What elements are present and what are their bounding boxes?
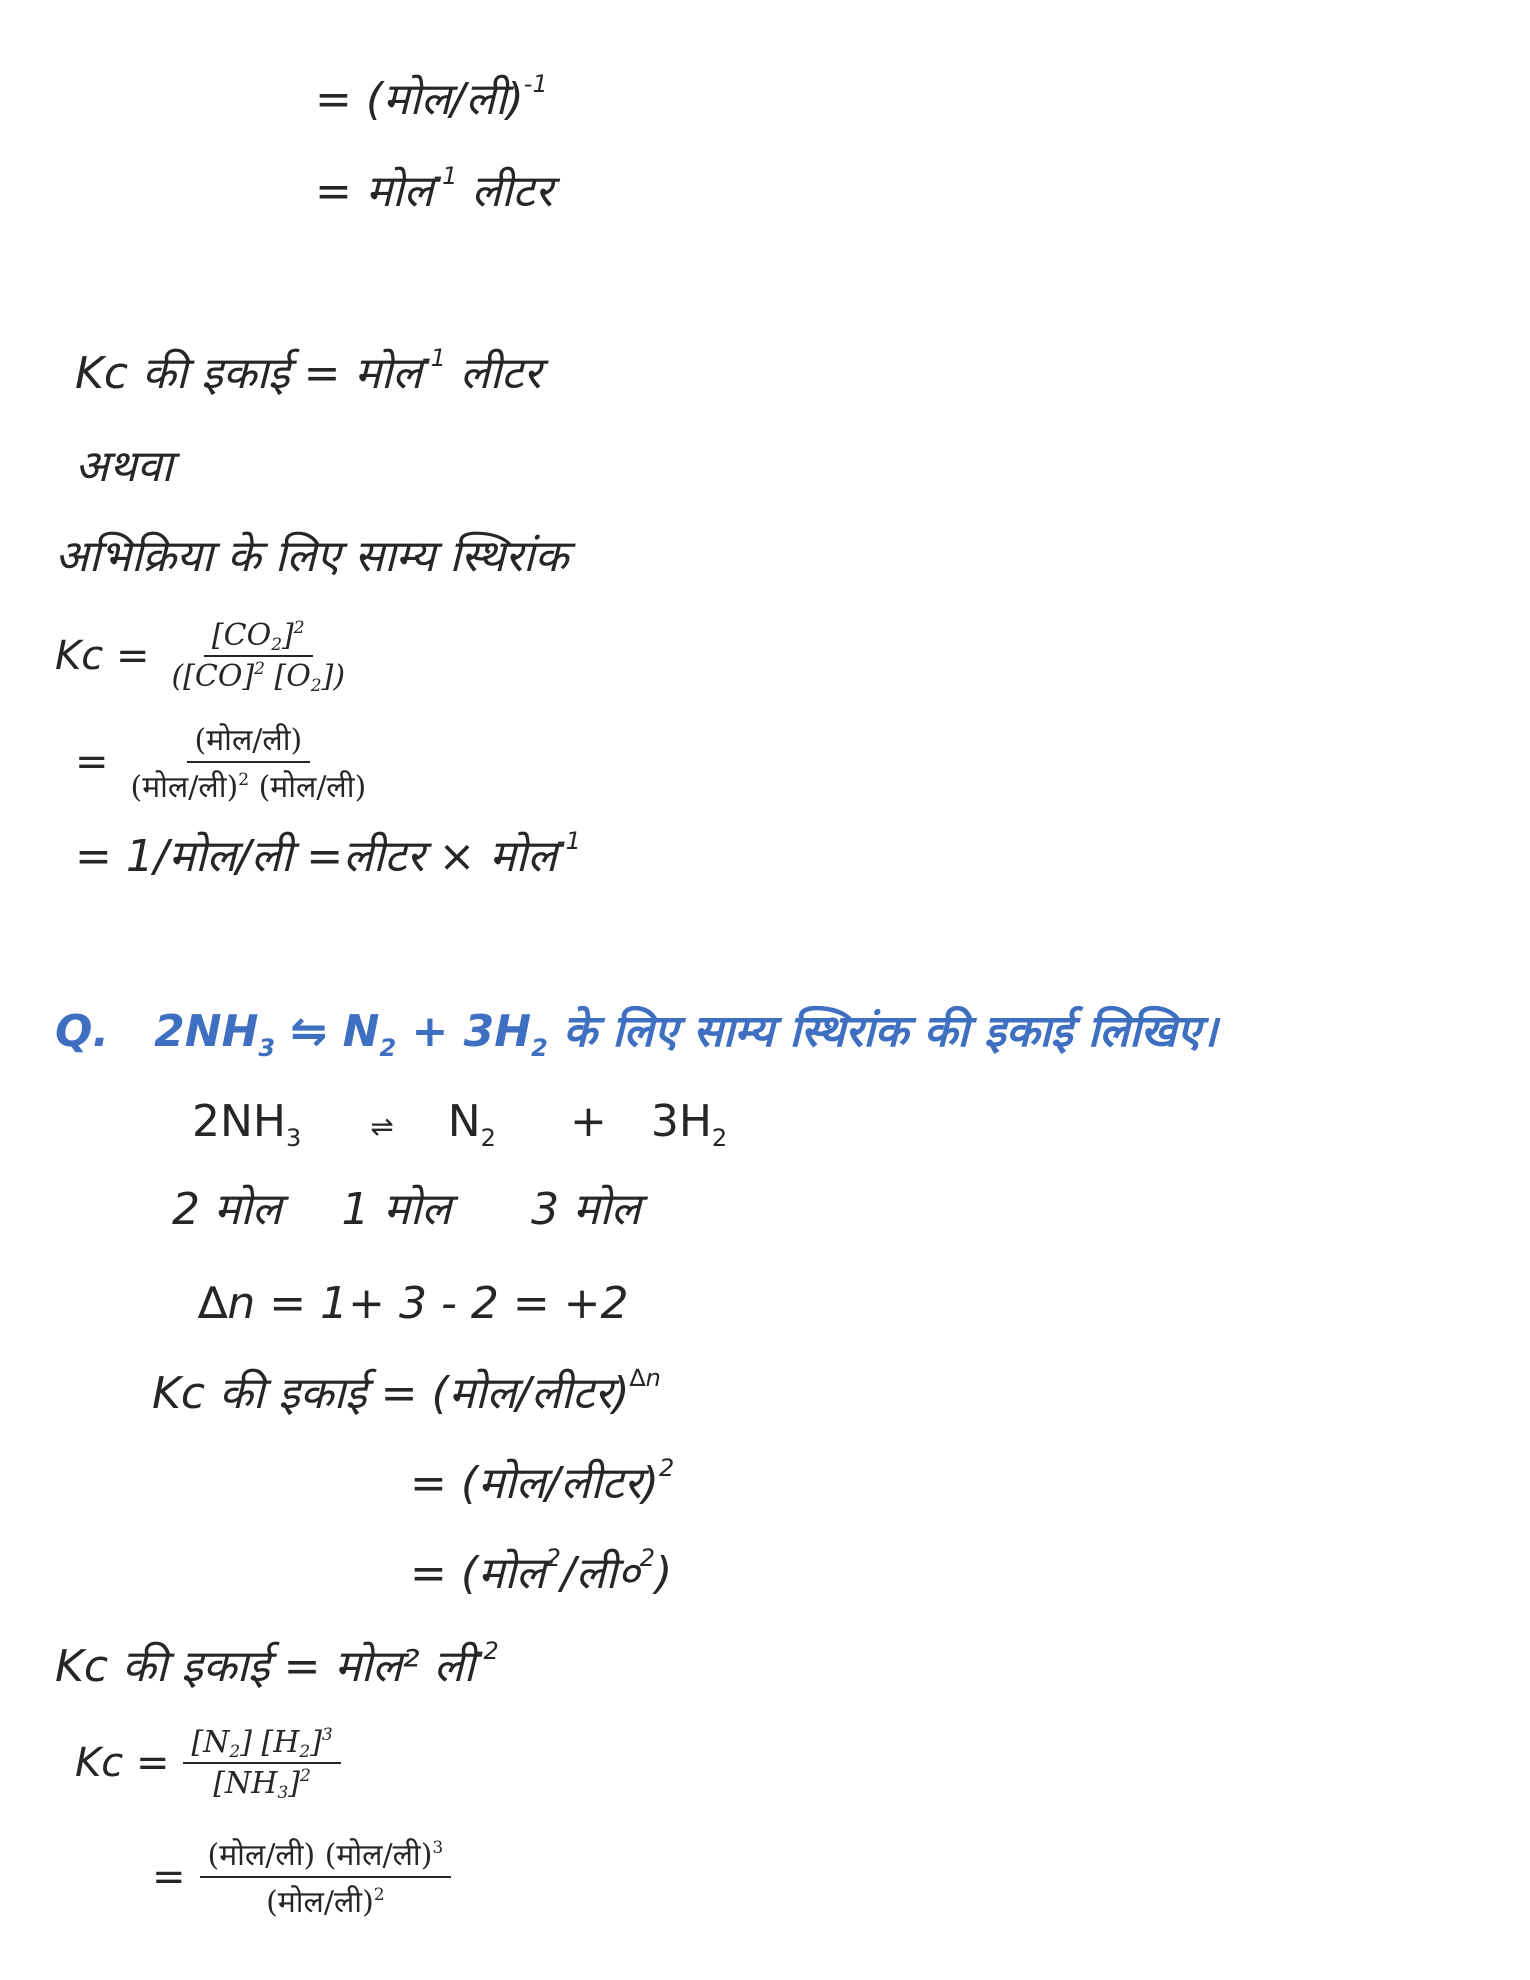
unit-expression-2 [152, 1833, 451, 1921]
kc-unit-general: Kc की इकाई = (मोल/लीटर)$^{\Delta n}$ [152, 1364, 661, 1419]
unit-line-2: = मोल$^{-1}$ लीटर [315, 162, 553, 217]
delta-n-line: ∆n = 1+ 3 - 2 = +2 [198, 1278, 629, 1329]
kc-label: Kc = [55, 633, 150, 679]
equals: = [75, 739, 109, 785]
kc-unit-step-3: = $(मोल^2/ली०^2)$ [410, 1544, 673, 1599]
fraction [163, 618, 353, 694]
fraction [123, 718, 375, 806]
denominator: (मोल/ली)$^2$ (मोल/ली) [130, 770, 367, 805]
fraction [200, 1833, 452, 1921]
numerator: (मोल/ली) (मोल/ली)$^3$ [200, 1833, 452, 1878]
reaction-heading: अभिक्रिया के लिए साम्य स्थिरांक [55, 531, 569, 582]
denominator: ([CO]$^2$ [O2]) [171, 659, 346, 696]
kc-unit-step-2: = (मोल/लीटर)$^2$ [410, 1454, 675, 1509]
numerator: $[CO2]^2$ [204, 618, 313, 657]
reaction-line: $2NH_3$ ⇌ $N_2 + 3H_2$ [192, 1096, 728, 1152]
moles-line: 2 मोल 1 मोल 3 मोल [172, 1184, 641, 1235]
unit-expression-1 [75, 718, 374, 806]
kc-label: Kc = [75, 1740, 170, 1786]
numerator: (मोल/ली) [187, 718, 311, 763]
denominator: (मोल/ली)$^2$ [266, 1885, 385, 1920]
kc-expression-2 [75, 1725, 341, 1801]
fraction [183, 1725, 340, 1801]
question-line: Q. $2NH_3$ ⇋ $N_2 + 3H_2$ के लिए साम्य स्थिरांक की इकाई लिखिए। [55, 1006, 1218, 1062]
result-line: = 1/मोल/ली =लीटर × मोल$^{-1}$ [75, 827, 581, 882]
unit-line-1: = (मोल/ली)$^{-1}$ [315, 70, 548, 125]
kc-unit-final: Kc की इकाई = मोल² ली$^{-2}$ [55, 1637, 499, 1692]
kc-unit-line: Kc की इकाई = मोल$^{-1}$ लीटर [75, 344, 542, 399]
or-line: अथवा [75, 441, 173, 492]
numerator: [N2] $[H2]^3$ [183, 1725, 340, 1764]
equals: = [152, 1854, 186, 1900]
kc-expression-1 [55, 618, 353, 694]
denominator: $[NH3]^2$ [213, 1766, 311, 1803]
